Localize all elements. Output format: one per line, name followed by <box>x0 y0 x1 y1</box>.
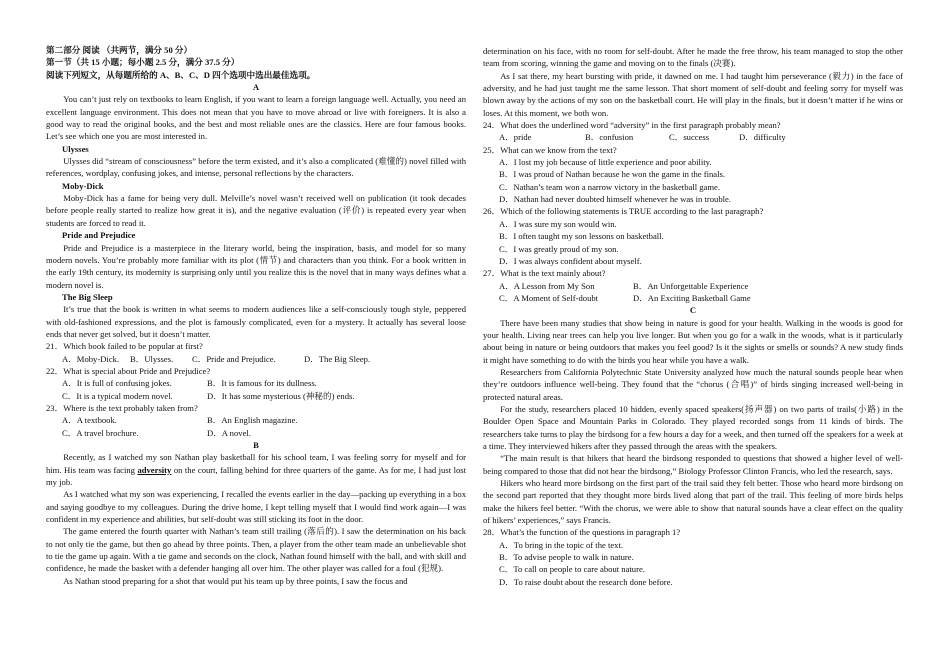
option-26-c[interactable]: C．I was greatly proud of my son. <box>499 243 619 254</box>
option-26-b[interactable]: B．I often taught my son lessons on basketball. <box>499 231 664 242</box>
passage-b-p1-after: on the court, falling behind for three quarters of the game. As for me, I had just lost my job. <box>46 464 466 488</box>
passage-c-paragraph-3: For the study, researchers placed 10 hidden, evenly spaced speakers(扬声器) on two parts of trails(小路) in the Boulder Open Space and Mountain Parks in Colorado. They played recorded songs from 11 kinds of birds. The researchers take turns to play the birdsong for a few hours a day for a week, and then turned off the speakers for a week at a time. They interviewed hikers after they passed through the areas with the speakers. <box>483 403 903 451</box>
option-24-d[interactable]: D．difficulty <box>739 132 786 143</box>
passage-b-p1-before: Recently, as I watched my son Nathan play basketball for his school team, I was feeling sorry for myself and for him. His team was facing <box>46 452 466 475</box>
question-22-options-row2 <box>46 390 466 402</box>
passage-c-paragraph-2: Researchers from California Polytechnic State University analyzed how much the natural sounds people hear when they’re outdoors influence well-being. They found that the “chorus (合唱)” of birds singing increased well-being in protected natural areas. <box>483 366 903 402</box>
option-21-d[interactable]: D．The Big Sleep. <box>304 353 371 364</box>
book-title-big-sleep: The Big Sleep <box>62 291 113 302</box>
book-text-ulysses: Ulysses did “stream of consciousness” before the term existed, and it’s also a complicated (难懂的) novel filled with references, wordplay, confusing jokes, and intense, personal reflections by the characters. <box>46 156 466 179</box>
question-23-options-row2 <box>46 427 466 439</box>
question-27-options-row2 <box>483 292 903 304</box>
question-28: 28．What’s the function of the questions in paragraph 1? <box>483 527 681 538</box>
question-27: 27．What is the text mainly about? <box>483 268 606 279</box>
option-25-b[interactable]: B．I was proud of Nathan because he won the game in the finals. <box>499 169 725 180</box>
option-23-c[interactable]: C．A travel brochure. <box>62 427 139 438</box>
question-21-options <box>46 353 466 365</box>
option-28-c[interactable]: C．To call on people to care about nature. <box>499 564 645 575</box>
option-24-b[interactable]: B．confusion <box>585 132 634 143</box>
question-25: 25．What can we know from the text? <box>483 144 617 155</box>
question-27-options-row1 <box>483 280 903 292</box>
option-28-a[interactable]: A．To bring in the topic of the text. <box>499 539 623 550</box>
question-24-options <box>483 131 903 143</box>
passage-b-paragraph-4-continued: determination on his face, with no room for self-doubt. After he made the free throw, his team managed to stop the other team from scoring, winning the game and moving on to the finals (决赛). <box>483 46 903 69</box>
option-22-c[interactable]: C．It is a typical modern novel. <box>62 390 173 401</box>
right-column <box>483 45 903 588</box>
option-22-d[interactable]: D．It has some mysterious (神秘的) ends. <box>207 390 355 401</box>
option-26-a[interactable]: A．I was sure my son would win. <box>499 218 617 229</box>
book-text-moby-dick: Moby-Dick has a fame for being very dull. Melville’s novel wasn’t received well on publication (it took decades before people really started to realize how great it is), and the negative evaluation (评价) is repeated every year when students are forced to read it. <box>46 193 466 228</box>
option-25-a[interactable]: A．I lost my job because of little experience and poor ability. <box>499 157 712 168</box>
question-22-options-row1 <box>46 377 466 389</box>
option-23-d[interactable]: D．A novel. <box>207 427 251 438</box>
question-26: 26．Which of the following statements is TRUE according to the last paragraph? <box>483 206 764 217</box>
question-23-options-row1 <box>46 414 466 426</box>
question-23: 23．Where is the text probably taken from? <box>46 402 198 413</box>
book-title-pride-prejudice: Pride and Prejudice <box>62 230 136 241</box>
option-25-d[interactable]: D．Nathan had never doubted himself whenever he was in trouble. <box>499 194 731 205</box>
passage-b-paragraph-3: The game entered the fourth quarter with Nathan’s team still trailing (落后的). I saw the determination on his back to not only tie the game, but then go ahead by three points. Then, a player from the other team made an unbelievable shot to tie the game up again. With a tie game and seconds on the clock, Nathan found himself with the ball, and with skill and confidence, he made the basket with a defender hanging all over him. The other player was called for a foul (犯规). <box>46 526 466 574</box>
underlined-word-adversity: adversity <box>137 464 172 475</box>
passage-a-intro: You can’t just rely on textbooks to learn English, if you want to learn a foreign language well. Actually, you need an excellent language environment. This does not mean that you have to move abroad or live with foreigners. It is also a good way to read the original books, and the best and most reliable ones are the classics. Here are four famous books. Let’s see which one you are most interested in. <box>46 94 466 142</box>
option-21-a[interactable]: A．Moby-Dick. <box>62 353 120 364</box>
option-27-c[interactable]: C．A Moment of Self-doubt <box>499 292 599 303</box>
option-24-c[interactable]: C．success <box>669 132 710 143</box>
option-27-a[interactable]: A．A Lesson from My Son <box>499 280 595 291</box>
option-23-a[interactable]: A．A textbook. <box>62 415 117 426</box>
section-instructions: 阅读下列短文，从每题所给的 A、B、C、D 四个选项中选出最佳选项。 <box>46 69 316 80</box>
passage-c-paragraph-5: Hikers who heard more birdsong on the first part of the trail said they felt better. Those who heard more birdsong on the second part reported that they thought more birds lived along that part of the trail. This feeling of more birds helps make the hikers feel better. “With the chorus, we were able to show that natural sounds have a clear effect on the quality of hikers’ experiences,” says Francis. <box>483 478 903 526</box>
option-27-b[interactable]: B．An Unforgettable Experience <box>633 280 749 291</box>
option-26-d[interactable]: D．I was always confident about myself. <box>499 255 642 266</box>
question-22: 22．What is special about Pride and Prejudice? <box>46 365 211 376</box>
passage-a-letter: A <box>252 82 260 93</box>
left-column <box>46 44 466 587</box>
book-text-big-sleep: It’s true that the book is written in what seems to modern audiences like a self-consciously tough style, peppered with old-fashioned expressions, and the plot is famously complicated, even for a mystery. It actually has several loose ends that never get solved, but it doesn’t matter. <box>46 304 466 339</box>
option-28-b[interactable]: B．To advise people to walk in nature. <box>499 552 634 563</box>
option-25-c[interactable]: C．Nathan’s team won a narrow victory in the basketball game. <box>499 181 720 192</box>
option-21-c[interactable]: C．Pride and Prejudice. <box>192 353 276 364</box>
section-subtitle: 第一节（共 15 小题；每小题 2.5 分，满分 37.5 分） <box>46 57 240 68</box>
book-title-ulysses: Ulysses <box>62 143 89 154</box>
option-22-a[interactable]: A．It is full of confusing jokes. <box>62 378 172 389</box>
book-text-pride-prejudice: Pride and Prejudice is a masterpiece in the literary world, being the inspiration, basis, and model for so many modern novels. You’re probably more familiar with its plot (情节) and characters than you think. For a book written in the early 19th century, its modernity is surprising only until you realize this is the novel that in many ways defines what a modern novel is. <box>46 242 466 290</box>
passage-c-paragraph-4: “The main result is that hikers that heard the birdsong responded to questions that showed a higher level of well-being compared to those that did not hear the birdsong,” Biology Professor Clinton Francis, who led the research, says. <box>483 453 903 476</box>
passage-c-letter: C <box>689 305 697 316</box>
passage-c-paragraph-1: There have been many studies that show being in nature is good for your health. Walking in the woods is good for your health. Living near trees can help you live longer. But when you go for a walk in the woods, what is it particularly about being in nature or being outdoors that makes you feel good? Is it the sights or smells or sounds? A new study finds it might have something to do with the birds you hear while you have a walk. <box>483 317 903 365</box>
option-22-b[interactable]: B．It is famous for its dullness. <box>207 378 317 389</box>
option-27-d[interactable]: D．An Exciting Basketball Game <box>633 292 751 303</box>
option-23-b[interactable]: B．An English magazine. <box>207 415 298 426</box>
passage-b-paragraph-1 <box>46 451 466 488</box>
option-24-a[interactable]: A．pride <box>499 132 532 143</box>
option-21-b[interactable]: B．Ulysses. <box>130 353 174 364</box>
passage-b-paragraph-5: As I sat there, my heart bursting with pride, it dawned on me. I had taught him perseverance (毅力) in the face of adversity, and he had just taught me the same lesson. That short moment of self-doubt and feeling sorry for myself was blown away by the actions of my son on the basketball court. He will play in the finals, but it doesn’t matter if he wins or loses. At this moment, we both won. <box>483 70 903 118</box>
question-24: 24．What does the underlined word “adversity” in the first paragraph probably mean? <box>483 120 781 131</box>
book-title-moby-dick: Moby-Dick <box>62 180 104 191</box>
question-21: 21．Which book failed to be popular at first? <box>46 341 203 352</box>
option-28-d[interactable]: D．To raise doubt about the research done before. <box>499 576 673 587</box>
passage-b-paragraph-2: As I watched what my son was experiencing, I recalled the events earlier in the day—packing up everything in a box and saying goodbye to my colleagues. During the drive home, I kept telling myself that I would find work again—I was confident in my experience and abilities, but self-doubt was still sticking its foot in the door. <box>46 489 466 525</box>
section-title: 第二部分 阅读 （共两节，满分 50 分） <box>46 45 193 55</box>
passage-b-letter: B <box>253 440 259 450</box>
passage-b-paragraph-4: As Nathan stood preparing for a shot that would put his team up by three points, I saw the focus and <box>63 575 408 586</box>
